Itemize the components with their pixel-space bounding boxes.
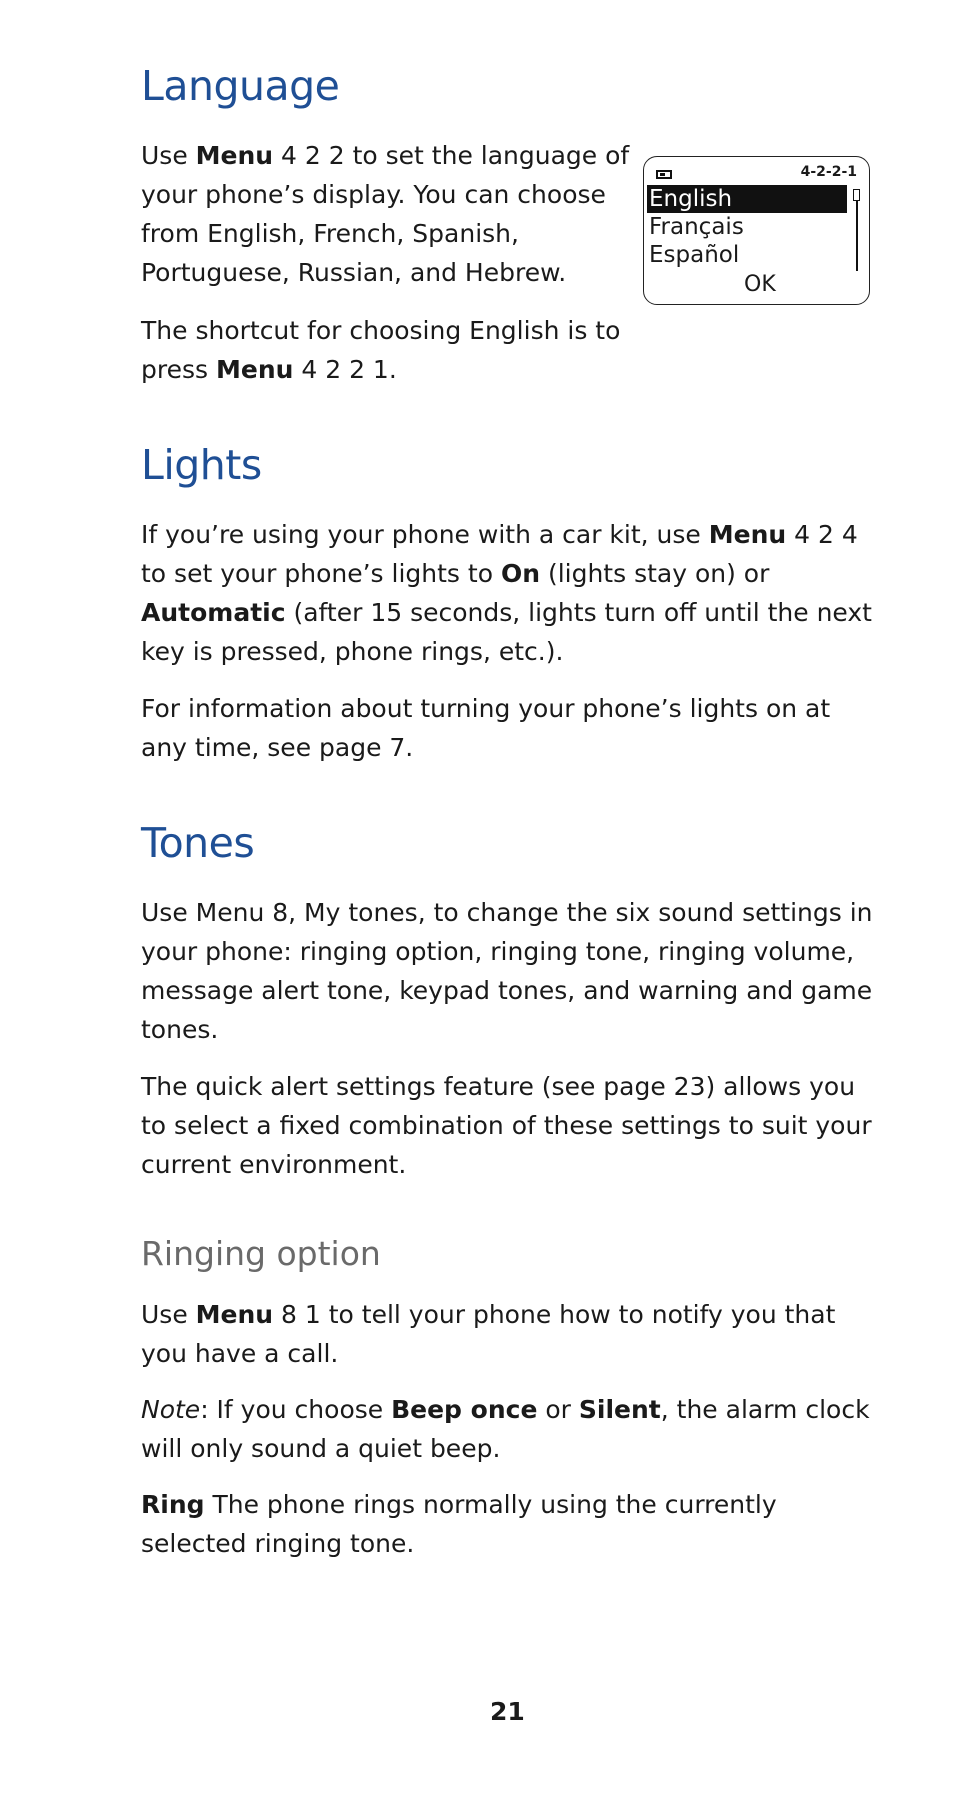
- ringing-option-ring: Ring The phone rings normally using the currently selected ringing tone.: [141, 1490, 777, 1558]
- tones-paragraph-1: Use Menu 8, My tones, to change the six sound settings in your phone: ringing option, ringing tone, ringing volume, message alert tone, keypad tones, and warning and game tones.: [141, 898, 873, 1044]
- language-paragraph-2: The shortcut for choosing English is to press Menu 4 2 2 1.: [141, 316, 621, 384]
- ok-softkey[interactable]: OK: [744, 272, 776, 297]
- menu-code: 4-2-2-1: [800, 164, 857, 180]
- ringing-option-note: Note: If you choose Beep once or Silent, the alarm clock will only sound a quiet beep.: [141, 1395, 870, 1463]
- lights-paragraph-1: If you’re using your phone with a car kit, use Menu 4 2 4 to set your phone’s lights to On (lights stay on) or Automatic (after 15 seconds, lights turn off until the next key is pressed, phone rings, etc.).: [141, 520, 872, 666]
- ringing-option-paragraph: Use Menu 8 1 to tell your phone how to notify you that you have a call.: [141, 1300, 836, 1368]
- scrollbar: [856, 197, 858, 271]
- heading-language: Language: [141, 62, 340, 110]
- manual-page: [141, 0, 874, 1803]
- language-option-selected[interactable]: English: [647, 185, 847, 213]
- heading-ringing-option: Ringing option: [141, 1234, 381, 1273]
- lights-paragraph-2: For information about turning your phone’s lights on at any time, see page 7.: [141, 694, 831, 762]
- phone-display-language-menu: [643, 156, 870, 305]
- heading-lights: Lights: [141, 441, 262, 489]
- page-number: 21: [490, 1697, 525, 1726]
- battery-icon: [656, 170, 672, 179]
- language-paragraph-1: Use Menu 4 2 2 to set the language of your phone’s display. You can choose from English, French, Spanish, Portuguese, Russian, and Hebrew.: [141, 141, 630, 287]
- heading-tones: Tones: [141, 819, 255, 867]
- tones-paragraph-2: The quick alert settings feature (see page 23) allows you to select a fixed combination of these settings to suit your current environment.: [141, 1072, 872, 1179]
- language-option[interactable]: Español: [649, 242, 740, 268]
- language-option[interactable]: Français: [649, 214, 744, 240]
